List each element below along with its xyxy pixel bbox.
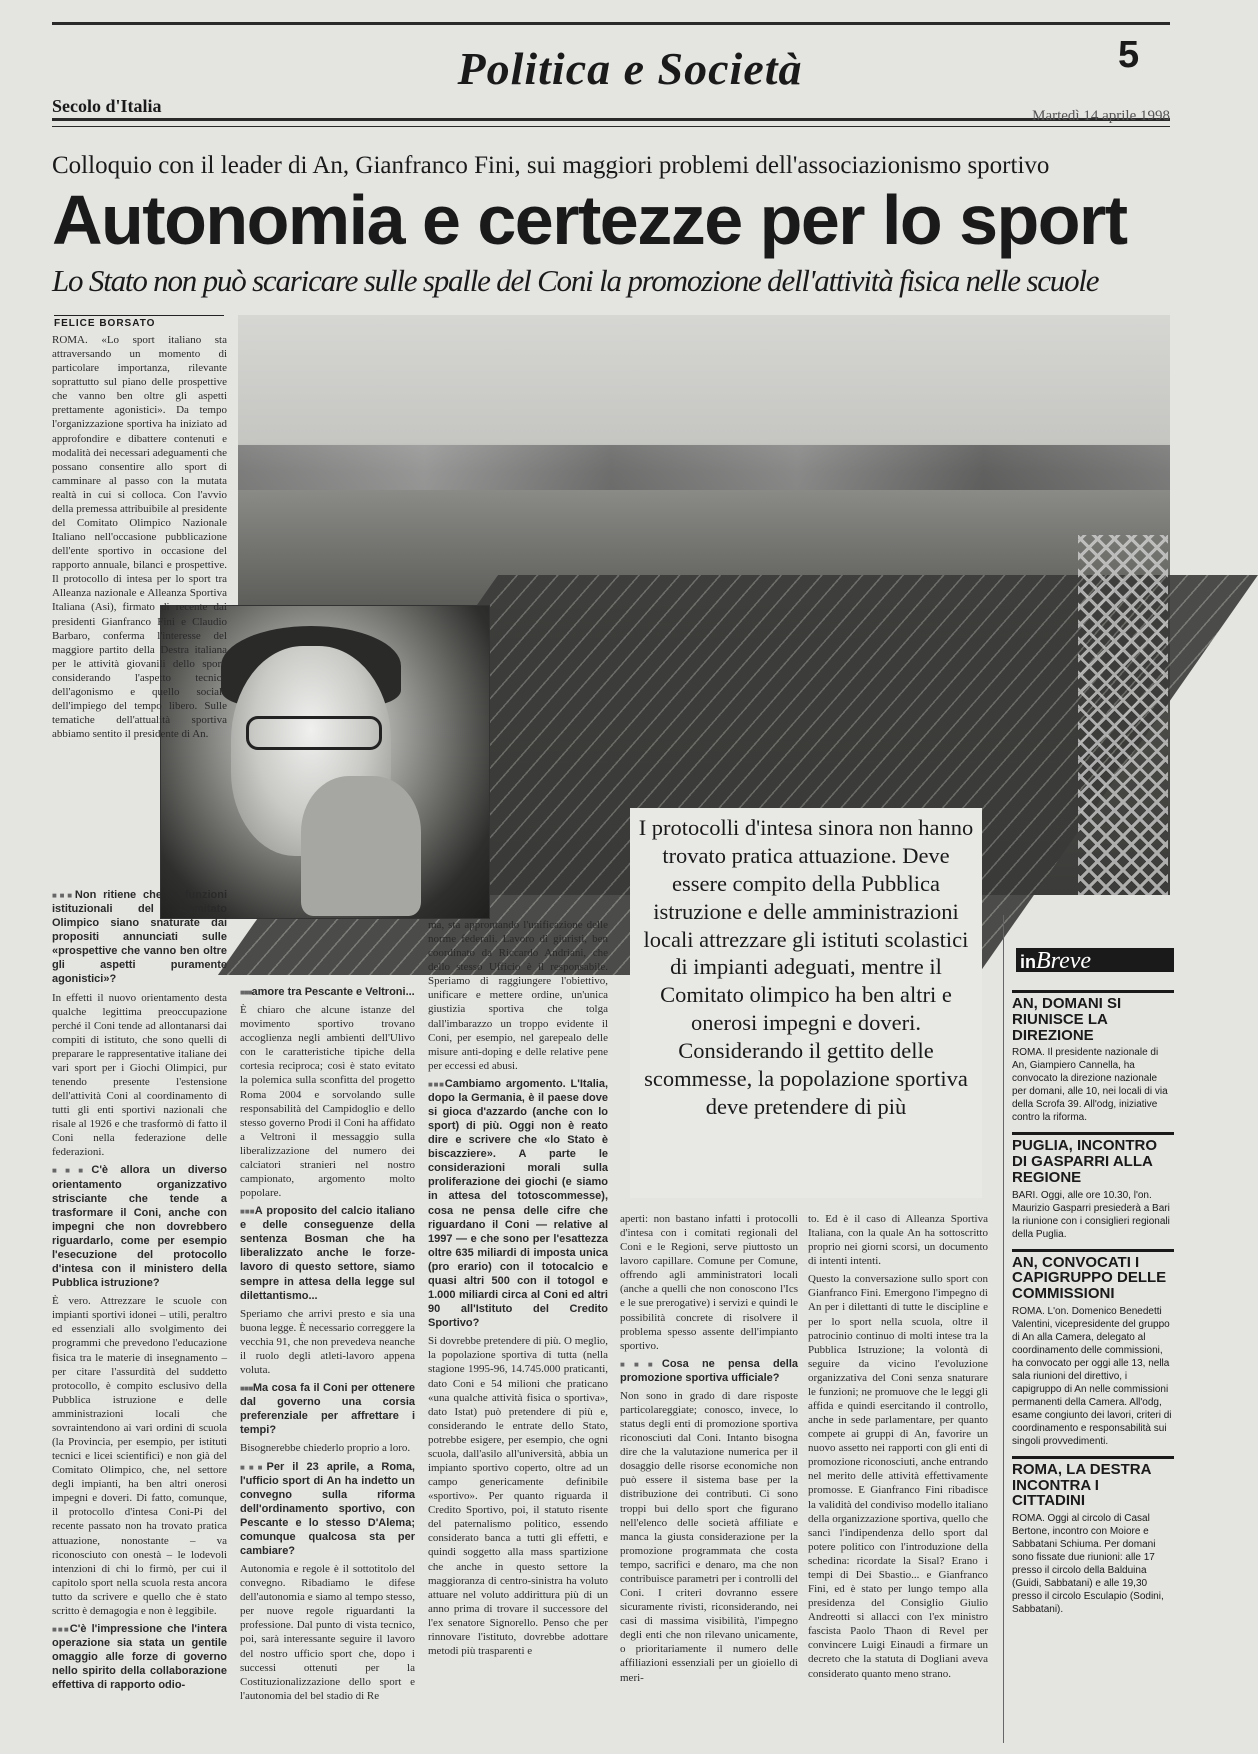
answer-5-0: to. Ed è il caso di Alleanza Sportiva Italiana, con la quale An ha sottoscritto proprio nei giorni scorsi, un documento di intenti intenti.: [808, 1213, 988, 1268]
article-headline: Autonomia e certezze per lo sport: [52, 181, 1127, 259]
question-3: ■■■ C'è l'impressione che l'intera operazione sia stata un gentile omaggio alle forze di governo nello spirito della collaborazione effettiva di rapporto odio-: [52, 1622, 227, 1692]
column-2: [240, 985, 415, 1743]
question-2-0: ■■■ amore tra Pescante e Veltroni...: [240, 985, 415, 999]
breve-text-4: ROMA. Oggi al circolo di Casal Bertone, incontro con Moiore e Sabbatani Schiuma. Per domani sono fissate due riunioni: alle 17 presso il circolo della Balduina (Guidi, Sabbatani) e alle 19,30 presso il circolo Esculapio (Sodini, Sabbatani).: [1012, 1513, 1164, 1615]
question-3-1: ■■■ Cambiamo argomento. L'Italia, dopo la Germania, è il paese dove si gioca d'azzardo (anche con lo sport) di più. Oggi non è reato dire e scrivere che «lo Stato è biscazziere». A parte le considerazioni morali sulla proliferazione dei giochi (e siamo in attesa del totoscommesse), cosa ne pensa delle cifre che riguardano il Coni — relative al 1997 — e che sono per l'esattezza oltre 635 miliardi di imposta unica (pro erario) con il totocalcio e quasi altri 500 con il totogol e 1.000 miliardi circa al Coni ed altri 90 all'Istituto del Credito Sportivo?: [428, 1077, 608, 1330]
question-4-1: ■■■ Cosa ne pensa della promozione sportiva ufficiale?: [620, 1357, 798, 1385]
breve-title-4: ROMA, LA DESTRA INCONTRA I CITTADINI: [1012, 1456, 1174, 1509]
answer-5-1: Questo la conversazione sullo sport con Gianfranco Fini. Emergono l'impegno di An per i dilettanti di tutte le discipline e per lo sport nella scuola, oltre il patrocinio continuo di molti intese tra la Pubblica Istruzione; la volontà di seguire da vicino l'evoluzione organizzativa del Coni senza snaturare le funzioni; ne promuove che le leggi gli affida e quindi esercitando il controllo, anche in sede parlamentare, per quanto compete ai gruppi di An, favorire un nuovo assetto nei rapporti con gli enti di promozione riconosciuti, anche entrando nel merito delle attività effettivamente promosse. E Gianfranco Fini ribadisce la validità del condiviso modello italiano della organizzazione sportiva, quello che sancì l'indipendenza dello sport dal potere politico con l'introduzione della schedina: ricordate la Sisal? Erano i tempi di Dei Sbastio... e Gianfranco Fini, ed è stato per lungo tempo alla presidenza del Consiglio Giulio Andreotti si allacci con l'ex ministro fascista Paolo Thaon di Revel per convincere Luigi Einaudi a firmare un decreto che la statuta di Dogliani aveva considerato quanto meno strano.: [808, 1273, 988, 1680]
byline: FELICE BORSATO: [54, 315, 224, 329]
answer-2-2: Bisognerebbe chiederlo proprio a loro.: [240, 1442, 411, 1455]
answer-1: In effetti il nuovo orientamento desta qualche legittima preoccupazione perché il Coni tende ad allontanarsi dai compiti di istituto, che sono quelli di preparare le rappresentative italiane dei vari sport per i Giochi Olimpici, pur tenendo presente l'estensione dell'attività Coni al coordinamento di tutti gli enti sportivi nazionali che risale al 1926 e che trasformò di fatto il Coni nella federazione delle federazioni.: [52, 991, 227, 1159]
question-2-2: ■■■ Ma cosa fa il Coni per ottenere dal governo una corsia preferenziale per affrettare i tempi?: [240, 1381, 415, 1437]
question-1: ■■■ Non ritiene che le funzioni istituzionali del Comitato Olimpico siano snaturate dai propositi annunciati sulle «prospettive che vanno ben oltre gli aspetti puramente agonistici»?: [52, 888, 227, 987]
column-1-continued: [52, 598, 158, 848]
breve-title-3: AN, CONVOCATI I CAPIGRUPPO DELLE COMMISSIONI: [1012, 1249, 1174, 1302]
breve-title-1: AN, DOMANI SI RIUNISCE LA DIREZIONE: [1012, 990, 1174, 1043]
answer-2-3: Autonomia e regole è il sottotitolo del convegno. Ribadiamo le difese dell'autonomia e siamo al tempo stesso, per nuove regole riguardanti la professione. Dal punto di vista tecnico, poi, sarà interessante seguire il lavoro del nostro ufficio sport che, dopo i successi ottenuti per la Costituzionalizzazione dello sport e l'autonomia del bel stadio di Re: [240, 1563, 415, 1702]
article-kicker: Colloquio con il leader di An, Gianfranco Fini, sui maggiori problemi dell'associazionismo sportivo: [52, 152, 1050, 179]
page-number: 5: [1118, 34, 1140, 76]
intro-paragraph: ROMA. «Lo sport italiano sta attraversando un momento di particolare importanza, rilevante soprattutto sul piano delle prospettive che vanno ben oltre gli aspetti prettamente agonistici». Da tempo l'organizzazione sportiva ha iniziato ad approfondire e dibattere contenuti e modalità dei necessari adeguamenti che possano consentire allo sport di camminare al passo con la mutata realtà in cui si colloca. Con l'avvio della premessa attribuibile al presidente del Comitato Olimpico Nazionale Italiano nell'occasione pubblicazione dell'ente sportivo in occasione del rapporto annuale, bilanci e prospettive. Il protocollo di intesa per lo sport tra Alleanza nazionale e Alleanza Sportiva Italiana (Asi), firmato di recente dai presidenti Gianfranco Fini e Claudio Barbaro, conferma l'interesse del maggiore partito della Destra italiana per le attività giovanili dello sport, considerando l'aspetto tecnico dell'agonismo e quello sociale dell'impiego del tempo libero. Sulle tematiche dell'attualità sportiva abbiamo sentito il presidente di An.: [52, 334, 227, 741]
answer-2-1: Speriamo che arrivi presto e sia una buona legge. È necessario correggere la vecchia 91, che non prevedeva neanche il ruolo degli atleti-lavoro appena voluta.: [240, 1307, 415, 1377]
issue-date: Martedì 14 aprile 1998: [1032, 108, 1170, 124]
column-5: [808, 1212, 988, 1743]
article-subheadline: Lo Stato non può scaricare sulle spalle del Coni la promozione dell'attività fisica nelle scuole: [52, 263, 1099, 298]
in-breve-label-breve: Breve: [1036, 948, 1092, 974]
breve-title-2: PUGLIA, INCONTRO DI GASPARRI ALLA REGIONE: [1012, 1132, 1174, 1185]
top-rule: [52, 22, 1170, 25]
column-3: [428, 918, 608, 1743]
in-breve-header: [1016, 948, 1174, 972]
breve-text-3: ROMA. L'on. Domenico Benedetti Valentini, vicepresidente del gruppo di An alla Camera, delegato al coordinamento delle commissioni, ha convocato per oggi alle 13, nella sala riunioni del direttivo, i capigruppo di An nelle commissioni permanenti della Camera. All'odg, esame congiunto dei lavori, criteri di coordinamento e responsabilità sui singoli provvedimenti.: [1012, 1305, 1172, 1447]
breve-text-1: ROMA. Il presidente nazionale di An, Giampiero Cannella, ha convocato la direzione nazionale per domani, alle 10, nei locali di via della Scrofa 39. All'odg, iniziative contro la riforma.: [1012, 1047, 1168, 1124]
in-breve-list: [1012, 986, 1174, 1746]
answer-3-0: ma, sta approntando l'unificazione delle norme federali. Lavoro di giuristi, ben coordinato da Riccardo Andriani, che dello stesso Ufficio è il responsabile. Speriamo di raggiungere l'obiettivo, unificare e mettere ordine, un'unica giustizia sportiva che tolga dall'imbarazzo un troppo evidente il Coni, per esempio, nel garepealo delle misure anti-doping e delle relative pene per eccessi ed abusi.: [428, 919, 608, 1072]
answer-3-1: Si dovrebbe pretendere di più. O meglio, la popolazione sportiva di tutta (nella stagione 1995-96, 14.745.000 praticanti, dato Coni e 54 milioni che praticano «una qualche attività fisica o sportiva», dato Istat) può pretendere di più e, considerando le entrate dello Stato, potrebbe esigere, per esempio, che ogni scuola, dall'asilo all'università, abbia un impianto sportivo coperto, oltre ad un campo genericamente definibile «sportivo». Per quanto riguarda il Credito Sportivo, poi, il statuto risente del paternalismo politico, essendo considerato banca a tutti gli effetti, e quindi soggetto alla mass spartizione che anche in questo settore la maggioranza di centro-sinistra ha voluto attuare nel voluto addirittura più di un anno prima di trovare il successore del l'ex senatore Signorello. Penso che per rinnovare l'istituto, dovrebbe adottare metodi più trasparenti e: [428, 1335, 608, 1657]
header-rule-thin: [52, 126, 1170, 127]
answer-2-0: È chiaro che alcune istanze del movimento sportivo trovano accoglienza negli ambienti dell'Ulivo con le caratteristiche tipiche della cortesia reciproca; così è stato evitato la polemica sulla sconfitta del progetto Roma 2004 e sorvolando sulle responsabilità del Campidoglio e dello stesso governo Prodi il Coni ha affidato a Veltroni il messaggio sulla liberalizzazione del numero dei calciatori stranieri nel nostro campionato, argomento molto popolare.: [240, 1004, 415, 1200]
breve-text-2: BARI. Oggi, alle ore 10.30, l'on. Maurizio Gasparri presiederà a Bari la riunione con i consiglieri regionali della Puglia.: [1012, 1189, 1170, 1240]
question-2: ■■■ C'è allora un diverso orientamento organizzativo strisciante che tende a trasformare il Coni, anche con impegni che non dovrebbero riguardarlo, come per esempio l'esecuzione del protocollo d'intesa con il ministero della Pubblica istruzione?: [52, 1163, 227, 1290]
column-1-bottom: [52, 888, 227, 1743]
pull-quote: I protocolli d'intesa sinora non hanno trovato pratica attuazione. Deve essere compito della Pubblica istruzione e delle amministrazioni locali attrezzare gli istituti scolastici di impianti adeguati, mentre il Comitato olimpico ha ben altri e onerosi impegni e doveri. Considerando il gettito delle scommesse, la popolazione sportiva deve pretendere di più: [630, 808, 982, 1198]
section-title: Politica e Società: [457, 43, 803, 94]
answer-4-0: aperti: non bastano infatti i protocolli d'intesa con i comitati regionali del Coni e le Regioni, serve piuttosto un lavoro capillare. Comune per Comune, offrendo agli amministratori locali (anche a quelli che non conoscono l'Ics e le sue prerogative) i servizi e quindi le possibilità concrete di risolvere il problema spesso assente dell'impianto sportivo.: [620, 1213, 798, 1352]
column-4: [620, 1212, 798, 1743]
sidebar-rule: [1003, 915, 1004, 1743]
masthead: Secolo d'Italia: [52, 96, 162, 116]
question-2-1: ■■■ A proposito del calcio italiano e delle conseguenze della sentenza Bosman che ha liberalizzato anche le forze-lavoro di questo settore, siamo sempre in attesa della legge sul dilettantismo...: [240, 1204, 415, 1303]
question-2-3: ■■■ Per il 23 aprile, a Roma, l'ufficio sport di An ha indetto un convegno sulla riforma dell'ordinamento sportivo, con Pescante e lo stesso D'Alema; comunque qualcosa sta per cambiare?: [240, 1460, 415, 1559]
answer-2: È vero. Attrezzare le scuole con impianti sportivi idonei – utili, peraltro ed essenziali allo svolgimento dei programmi che prevedono l'educazione fisica tra le materie di insegnamento – per citare l'assurdità del suddetto protocollo, è compito esclusivo della Pubblica istruzione e delle amministrazioni locali che sovraintendono ai vari ordini di scuola (la Provincia, per esempio, per istituti tecnici e licei scientifici) e non già del Comitato Olimpico, che, nel settore degli impianti, ha ben altri onerosi impegni e doveri. Di fatto, comunque, il protocollo d'intesa Coni-Pi del recente passato non ha trovato pratica attuazione, nonostante – va riconosciuto con onestà – le lodevoli intenzioni di chi lo firmò, per cui il capitolo sport nella scuola resta ancora tutto da scrivere e quello che è stato scritto è demagogia e non è leggibile.: [52, 1295, 227, 1617]
answer-4-1: Non sono in grado di dare risposte particolareggiate; conosco, invece, lo status degli enti di promozione sportiva riconosciuti dal Coni. Intanto bisogna dire che la valutazione numerica per il dosaggio delle risorse economiche non può essere il sistema base per la distribuzione dei contributi. Ci sono troppi bui dello sport che figurano nell'elenco delle società affiliate e manca la giusta considerazione per la promozione programmata che costa tempo, sacrifici e denaro, ma che non contribuisce parametri per i controlli del Coni. I criteri dovranno essere sicuramente rivisti, riconsiderando, nei casi di massima visibilità, l'impegno degli enti che non rilevano unicamente, o prioritariamente il numero delle affiliazioni essenziali per un gioiello di meri-: [620, 1389, 798, 1684]
column-1-top: [52, 333, 227, 741]
in-breve-label-in: in: [1020, 952, 1036, 972]
